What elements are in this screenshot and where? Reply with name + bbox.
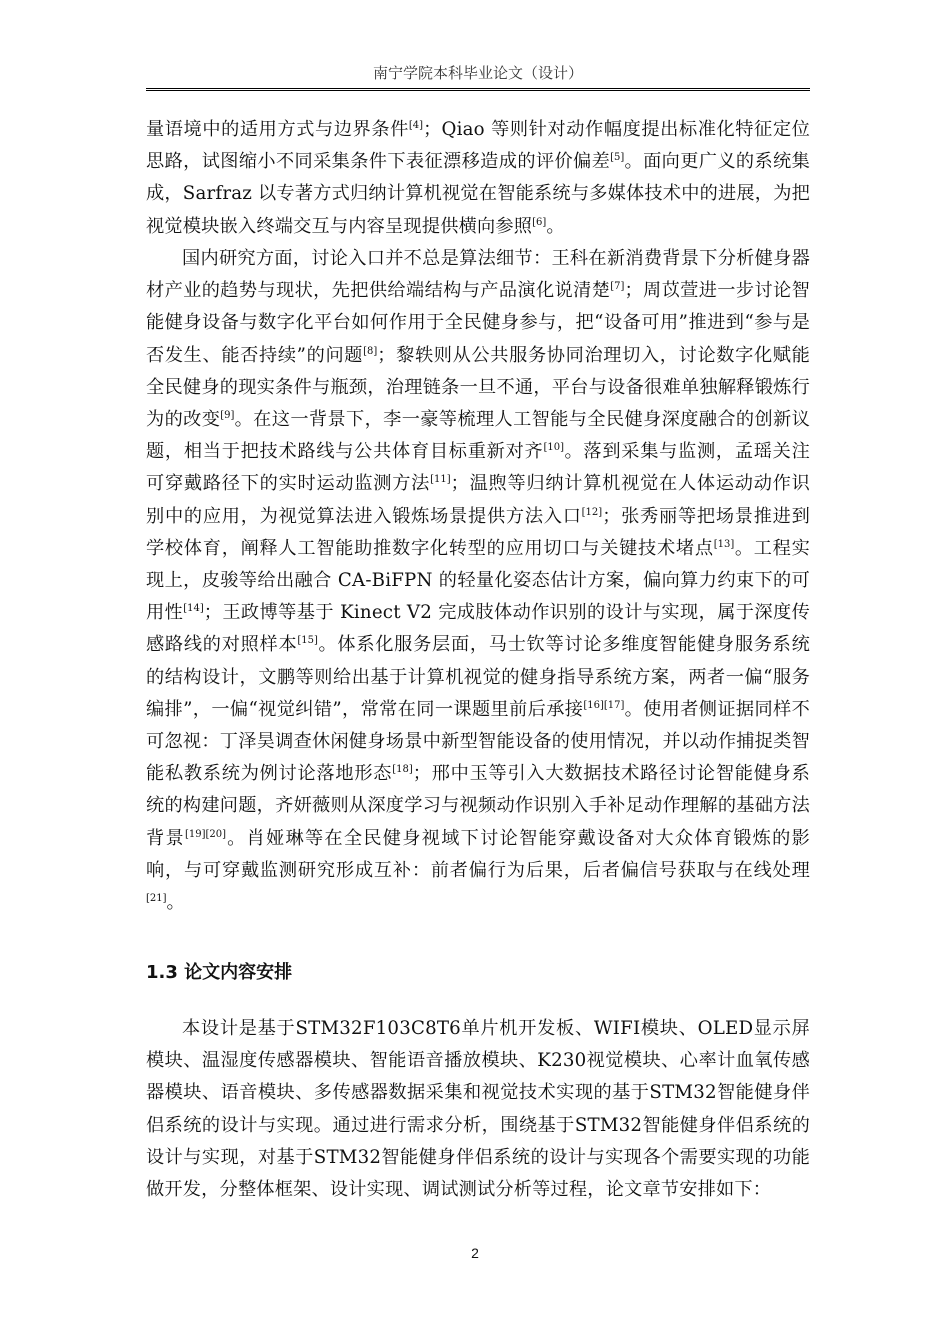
paragraph-3 [146, 1013, 810, 1206]
header-title: 南宁学院本科毕业论文（设计） [372, 64, 583, 82]
paragraph-2 [146, 243, 810, 919]
paragraph-1-text: 量语境中的适用方式与边界条件 [146, 119, 409, 140]
paragraph-2-text: ；邢中玉等引入大数据技术路径讨论智能健身系统的构建问题，齐妍薇则从深度学习与视频动作识别入手补足动作理解的基础方法背景 [146, 763, 810, 849]
paragraph-2-text: 。在这一背景下，李一豪等梳理人工智能与全民健身深度融合的创新议题，相当于把技术路线与公共体育目标重新对齐 [146, 409, 810, 463]
paragraph-2-text: ；王政博等基于 Kinect V2 完成肢体动作识别的设计与实现，属于深度传感路线的对照样本 [146, 602, 810, 656]
citation-21: [21] [146, 893, 167, 904]
paragraph-2-text: ；张秀丽等把场景推进到学校体育，阐释人工智能助推数字化转型的应用切口与关键技术堵点 [146, 505, 810, 559]
paragraph-1-text: 。 [546, 215, 565, 237]
citation-7: [7] [610, 281, 625, 293]
paragraph-2-text: 。使用者侧证据同样不可忽视：丁泽昊调查休闲健身场景中新型智能设备的使用情况，并以动作捕捉类智能私教系统为例讨论落地形态 [146, 698, 810, 785]
header-rule [146, 90, 810, 91]
page-number: 2 [471, 1245, 479, 1261]
paragraph-2-text: ；黎轶则从公共服务协同治理切入，讨论数字化赋能全民健身的现实条件与瓶颈，治理链条一旦不通，平台与设备很难单独解释锻炼行为的改变 [146, 344, 810, 431]
page-header [146, 62, 810, 89]
citation-11: [11] [430, 474, 451, 486]
citation-13: [13] [713, 538, 735, 550]
paragraph-1-text: 。面向更广义的系统集成，Sarfraz 以专著方式归纳计算机视觉在智能系统与多媒体技术中的进展，为把视觉模块嵌入终端交互与内容呈现提供横向参照 [146, 151, 810, 237]
citation-15: [15] [297, 635, 318, 647]
paragraph-2-text: ；周苡萱进一步讨论智能健身设备与数字化平台如何作用于全民健身参与，把“设备可用”推进到“参与是否发生、能否持续”的问题 [146, 280, 810, 366]
paragraph-2-text: 国内研究方面，讨论入口并不总是算法细节：王科在新消费背景下分析健身器材产业的趋势与现状，先把供给端结构与产品演化说清楚 [146, 248, 810, 302]
citation-9: [9] [220, 409, 235, 421]
paragraph-2-text: 。肖娅琳等在全民健身视域下讨论智能穿戴设备对大众体育锻炼的影响，与可穿戴监测研究形成互补：前者偏行为后果，后者偏信号获取与在线处理 [146, 827, 810, 881]
paragraph-1 [146, 114, 810, 243]
paragraph-2-text: 。落到采集与监测，孟瑶关注可穿戴路径下的实时运动监测方法 [146, 441, 810, 495]
citation-8: [8] [363, 345, 378, 357]
paragraph-3-text: 本设计是基于STM32F103C8T6单片机开发板、WIFI模块、OLED显示屏模块、温湿度传感器模块、智能语音播放模块、K230视觉模块、心率计血氧传感器模块、语音模块、多传感器数据采集和视觉技术实现的基于STM32智能健身伴侣系统的设计与实现。通过进行需求分析，围绕基于STM32智能健身伴侣系统的设计与实现，对基于STM32智能健身伴侣系统的设计与实现各个需要实现的功能做开发，分整体框架、设计实现、调试测试分析等过程，论文章节安排如下： [146, 1018, 810, 1201]
paragraph-2-text: 。工程实现上，皮骏等给出融合 CA-BiFPN 的轻量化姿态估计方案，偏向算力约束下的可用性 [146, 537, 810, 624]
paragraph-1-text: ；Qiao 等则针对动作幅度提出标准化特征定位思路，试图缩小不同采集条件下表征漂移造成的评价偏差 [146, 119, 810, 173]
section-heading: 1.3 论文内容安排 [146, 962, 293, 983]
citation-10: [10] [543, 442, 564, 454]
citation-5: [5] [610, 152, 625, 164]
paragraph-2-text: 。体系化服务层面，马士钦等讨论多维度智能健身服务系统的结构设计，文鹏等则给出基于计算机视觉的健身指导系统方案，两者一偏“服务编排”，一偏“视觉纠错”，常常在同一课题里前后承接 [146, 634, 810, 720]
citation-4: [4] [408, 119, 424, 131]
citation-6: [6] [532, 216, 547, 228]
citation-18: [18] [392, 764, 413, 776]
citation-16-17: [16][17] [583, 699, 625, 711]
paragraph-2-text: ；温煦等归纳计算机视觉在人体运动动作识别中的应用，为视觉算法进入锻炼场景提供方法入口 [146, 473, 810, 527]
citation-19-20: [19][20] [184, 828, 226, 840]
paragraph-2-text: 。 [166, 892, 185, 914]
citation-12: [12] [581, 506, 603, 518]
citation-14: [14] [183, 603, 204, 615]
